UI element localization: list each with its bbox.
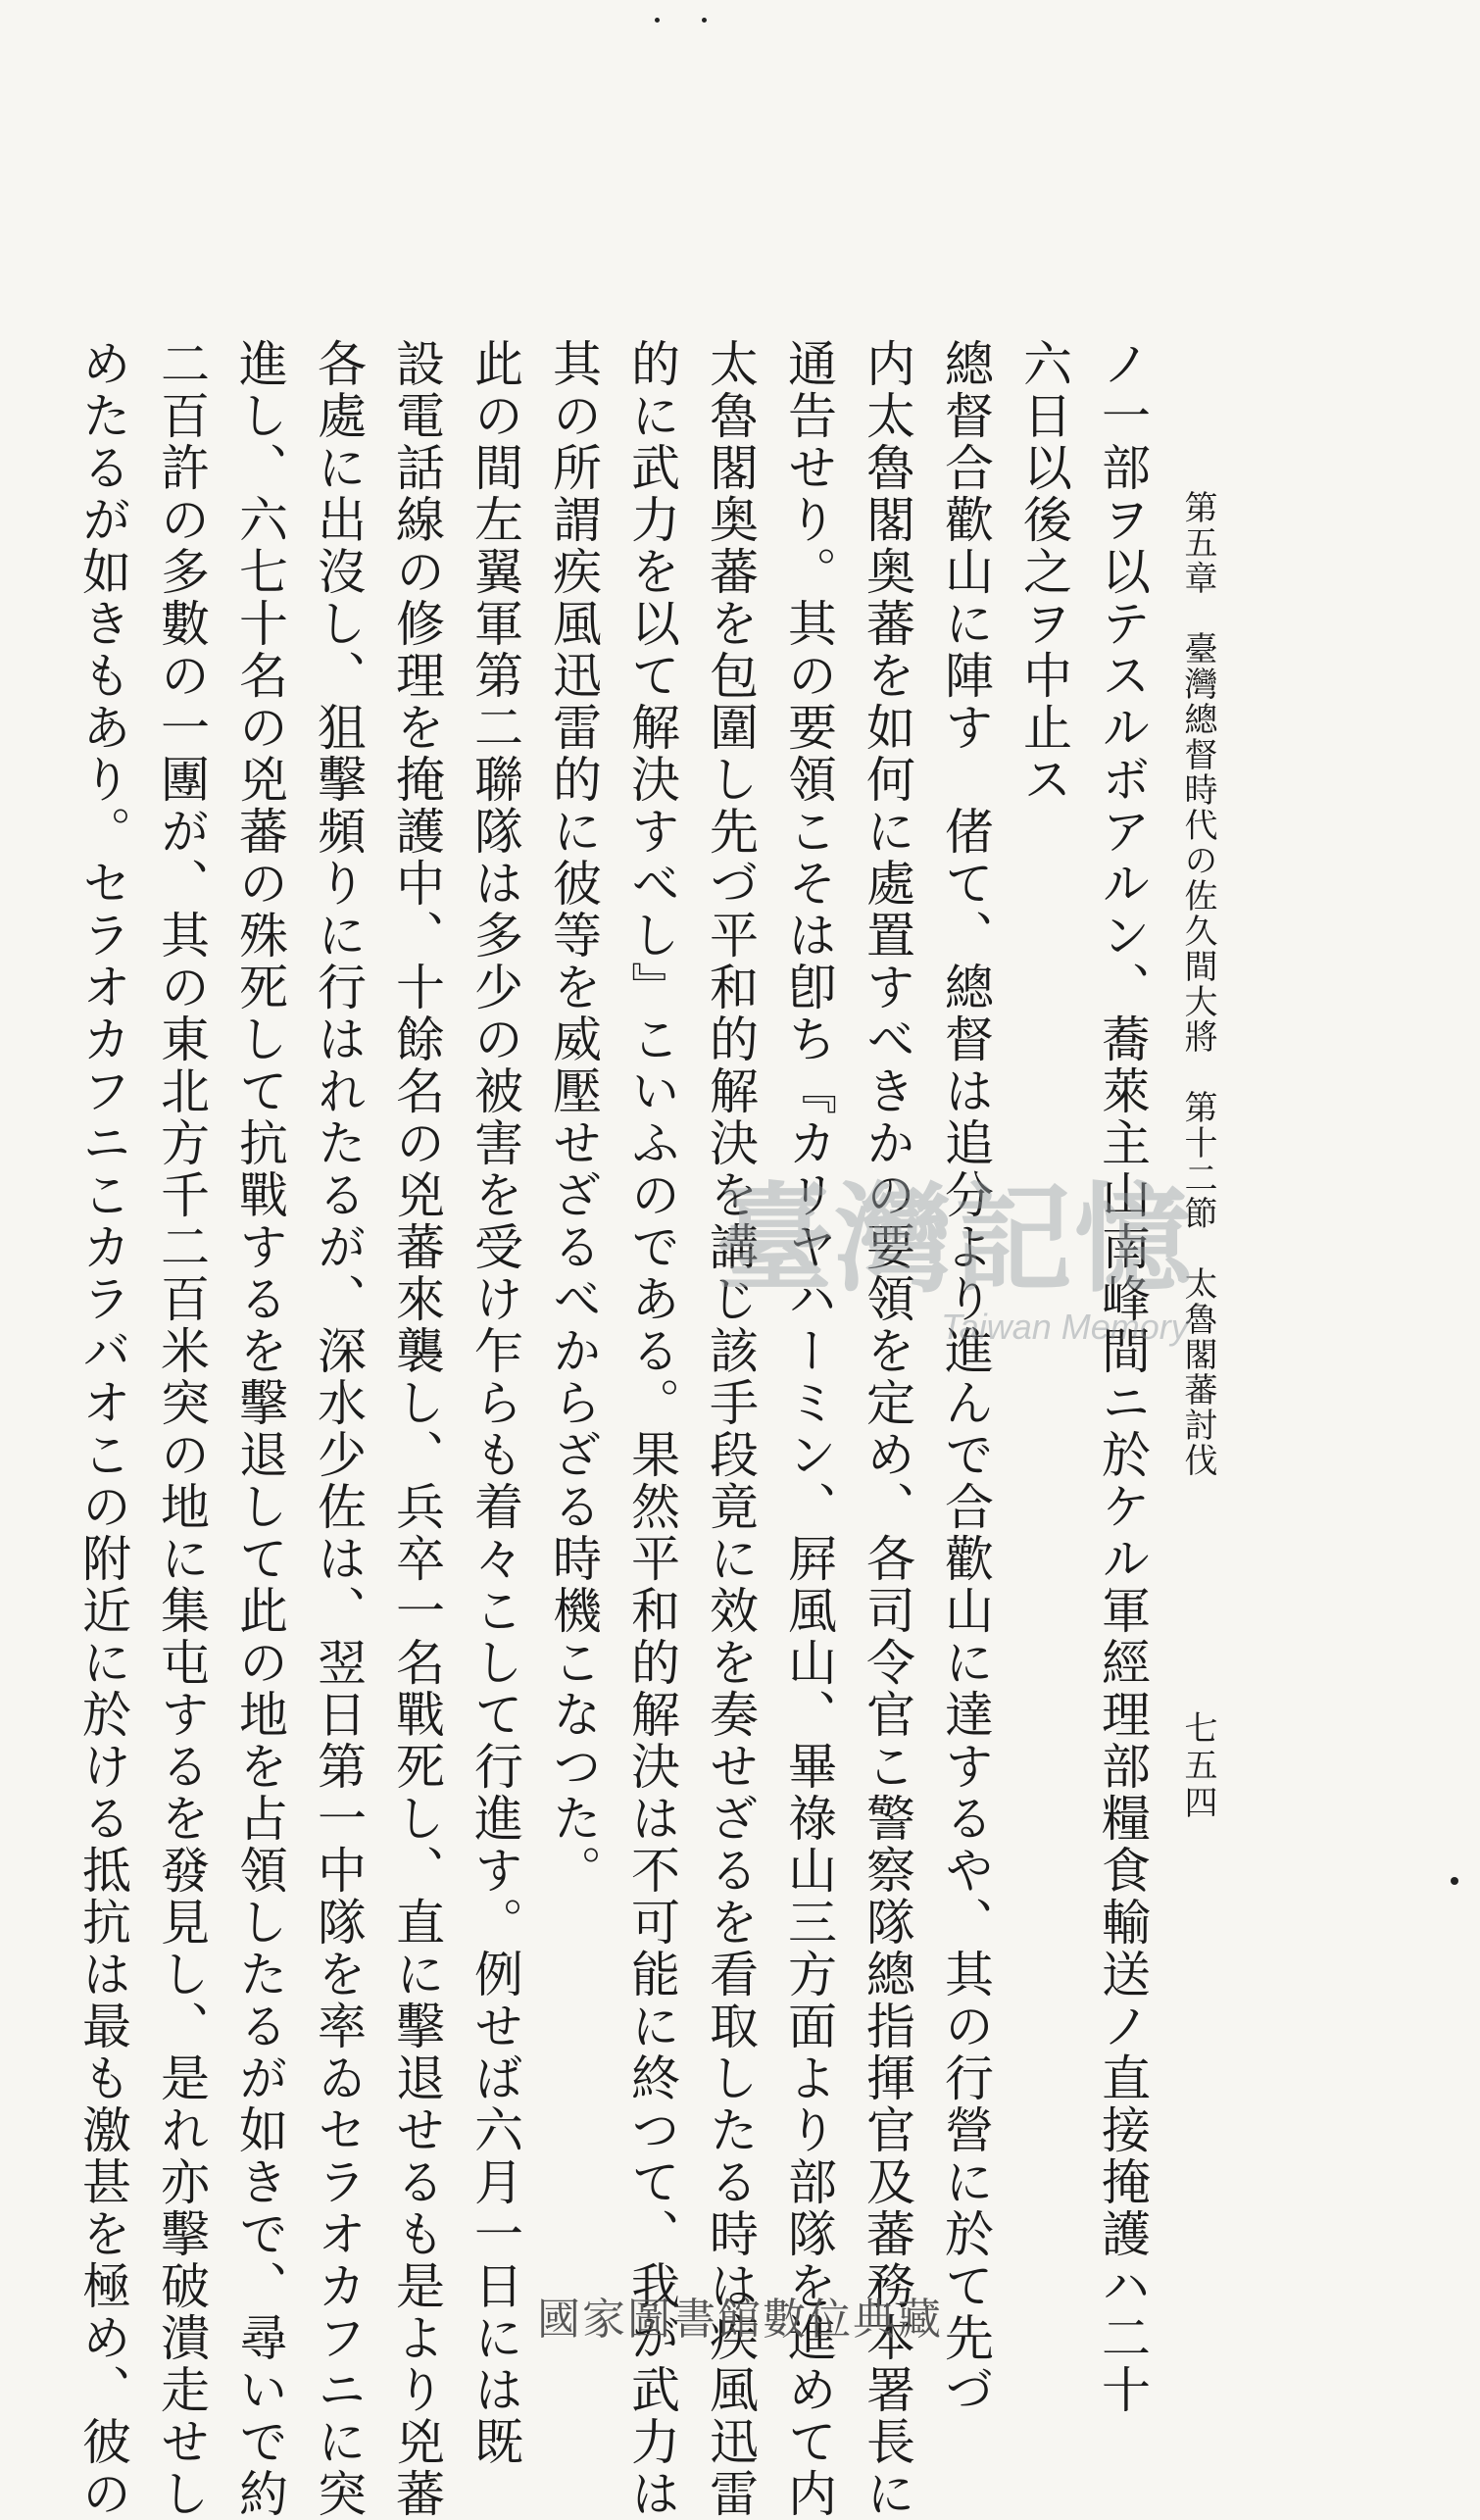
section-heading-column: 總督合歡山に陣す 偖て、總督は追分より進んで合歡山に達するや、其の行營に於て先づ (937, 338, 994, 2416)
text-column: ノ一部ヲ以テスルボアルン、蕎萊主山南峰間ニ於ケル軍經理部糧食輸送ノ直接掩護ハ二十 (1094, 338, 1151, 2416)
text-column: 的に武力を以て解決すべし』こいふのである。果然平和的解決は不可能に終つて、我が武力は (623, 338, 680, 2520)
text-column: 太魯閣奥蕃を包圍し先づ平和的解決を講じ該手段竟に效を奏せざるを看取したる時は疾風迅雷 (702, 338, 759, 2520)
watermark-logo-text: 臺灣記憶 (715, 1170, 1194, 1309)
text-column: 進し、六七十名の兇蕃の殊死して抗戰するを擊退して此の地を占領したるが如きで、尋いで約 (231, 338, 288, 2520)
text-column: 其の所謂疾風迅雷的に彼等を威壓せざるべからざる時機こなつた。 (545, 338, 602, 1897)
scan-speck (1451, 1877, 1458, 1885)
text-column: 設電話線の修理を掩護中、十餘名の兇蕃來襲し、兵卒一名戰死し、直に擊退せるも是より兇蕃 (388, 338, 445, 2520)
text-column: 此の間左翼軍第二聯隊は多少の被害を受け乍らも着々こして行進す。例せば六月一日には既 (467, 338, 523, 2468)
text-column: 通告せり。其の要領こそは卽ち『カリヤハーミン、屛風山、畢祿山三方面より部隊を進めて内 (780, 338, 837, 2520)
text-column: 内太魯閣奥蕃を如何に處置すべきかの要領を定め、各司令官こ警察隊總指揮官及蕃務本署長に (859, 338, 915, 2520)
text-column: 各處に出沒し、狙擊頻りに行はれたるが、深水少佐は、翌日第一中隊を率ゐセラオカフニに突 (310, 338, 367, 2520)
running-head: 第五章 臺灣總督時代の佐久間大將 第十二節 太魯閣蕃討伐 (1178, 490, 1217, 1478)
library-footer: 國家圖書館數位典藏 (537, 2295, 943, 2345)
text-column: 二百許の多數の一團が、其の東北方千二百米突の地に集屯するを發見し、是れ亦擊破潰走せし (153, 338, 210, 2520)
watermark-subtitle: Taiwan Memory (941, 1307, 1189, 1347)
text-column: めたるが如きもあり。セラオカフニこカラバオこの附近に於ける抵抗は最も激甚を極め、彼の (74, 338, 131, 2520)
text-column: 六日以後之ヲ中止ス (1015, 338, 1072, 806)
scan-speck (702, 18, 707, 23)
page-number: 七五四 (1178, 1710, 1217, 1822)
scan-speck (655, 18, 660, 23)
